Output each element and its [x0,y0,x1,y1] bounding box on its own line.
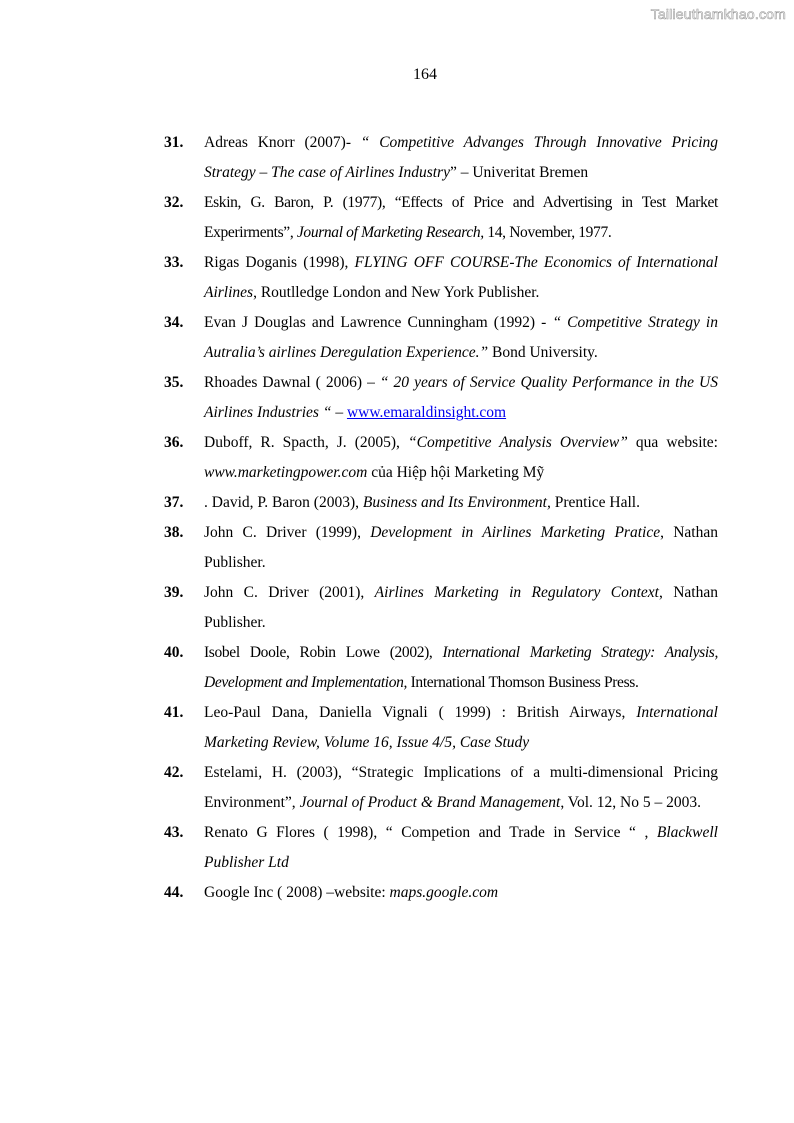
reference-text [204,518,718,578]
reference-item [164,128,718,188]
reference-segment: Isobel Doole, Robin Lowe (2002), [204,644,443,661]
reference-segment: Prentice Hall. [550,494,640,511]
reference-item [164,578,718,638]
reference-segment: John C. Driver (2001), [204,584,375,601]
reference-segment: qua website: [627,434,718,451]
reference-text [204,248,718,308]
reference-title: Blackwell Publisher Ltd [204,824,718,871]
reference-item [164,368,718,428]
reference-text [204,758,718,818]
reference-title: Journal of Product & Brand Management [299,794,561,811]
reference-segment: Renato G Flores ( 1998), “ Competion and Trade in Service “ , [204,824,657,841]
reference-item [164,818,718,878]
reference-text [204,428,718,488]
reference-segment: Google Inc ( 2008) –website: [204,884,390,901]
reference-segment: của Hiệp hội Marketing Mỹ [367,464,545,481]
reference-item [164,518,718,578]
reference-segment: ” – Univeritat Bremen [449,164,589,181]
reference-number: 36. [164,434,184,451]
reference-text [204,128,718,188]
reference-text [204,578,718,638]
reference-number: 44. [164,884,184,901]
reference-segment: John C. Driver (1999), [204,524,371,541]
reference-item [164,698,718,758]
reference-segment: Rigas Doganis (1998), [204,254,355,271]
reference-text [204,188,718,248]
reference-title: Development in Airlines Marketing Pratice [370,524,661,541]
reference-number: 32. [164,194,184,211]
reference-title: “ Competitive Advanges Through Innovative Pricing Strategy – The case of Airlines Industry [204,134,719,181]
reference-title: “ 20 years of Service Quality Performance in the US Airlines Industries “ [204,374,718,421]
reference-text [204,878,718,908]
reference-item [164,428,718,488]
reference-text [204,818,718,878]
reference-segment: , Nathan Publisher. [204,524,718,571]
reference-text [204,698,718,758]
reference-text [204,488,718,518]
reference-item [164,488,718,518]
reference-segment: Rhoades Dawnal ( 2006) – [204,374,380,391]
reference-list [164,128,718,908]
reference-segment: Eskin, G. Baron, P. (1977), “Effects of Price and Advertising in Test Market Experirments”, [204,194,718,241]
page-number: 164 [413,66,437,83]
reference-text [204,368,718,428]
reference-title: maps.google.com [389,884,499,901]
reference-title: FLYING OFF COURSE-The Economics of International Airlines [204,254,718,301]
reference-item [164,878,718,908]
reference-item [164,248,718,308]
reference-number: 38. [164,524,184,541]
reference-segment: Bond University. [488,344,598,361]
reference-number: 35. [164,374,184,391]
reference-number: 42. [164,764,184,781]
reference-number: 39. [164,584,184,601]
reference-title: Airlines Marketing in Regulatory Context [374,584,659,601]
reference-text [204,638,718,698]
reference-title: International Marketing Strategy: Analysis, Development and Implementation, [204,644,718,691]
reference-number: 43. [164,824,184,841]
reference-text [204,308,718,368]
reference-segment: Evan J Douglas and Lawrence Cunningham (1992) - [204,314,553,331]
reference-link[interactable]: www.emaraldinsight.com [346,404,507,421]
reference-segment: Estelami, H. (2003), “Strategic Implications of a multi-dimensional Pricing Environment”, [204,764,718,811]
reference-title: Business and Its Environment, [362,494,551,511]
reference-segment: Adreas Knorr (2007)- [204,134,361,151]
reference-segment: Duboff, R. Spacth, J. (2005), [204,434,408,451]
reference-number: 41. [164,704,184,721]
reference-segment: . David, P. Baron (2003), [204,494,363,511]
reference-item [164,758,718,818]
reference-number: 31. [164,134,184,151]
reference-number: 33. [164,254,184,271]
reference-item [164,188,718,248]
reference-segment: , Vol. 12, No 5 – 2003. [560,794,701,811]
reference-segment: International Thomson Business Press. [407,674,639,691]
reference-title: “ Competitive Strategy in Autralia’s airlines Deregulation Experience.” [204,314,718,361]
reference-title: “Competitive Analysis Overview” [407,434,628,451]
reference-title: Journal of Marketing Research, [296,224,484,241]
reference-number: 40. [164,644,184,661]
reference-segment: – [331,404,347,421]
reference-number: 34. [164,314,184,331]
reference-title: International Marketing Review, Volume 16, Issue 4/5, Case Study [204,704,718,751]
reference-segment: Leo-Paul Dana, Daniella Vignali ( 1999) : British Airways, [204,704,637,721]
reference-number: 37. [164,494,184,511]
reference-segment: , Routlledge London and New York Publisher. [253,284,540,301]
reference-item [164,638,718,698]
watermark: Tailieuthamkhao.com [650,6,786,22]
reference-title: www.marketingpower.com [204,464,368,481]
reference-segment: 14, November, 1977. [483,224,612,241]
reference-item [164,308,718,368]
reference-segment: , Nathan Publisher. [204,584,718,631]
